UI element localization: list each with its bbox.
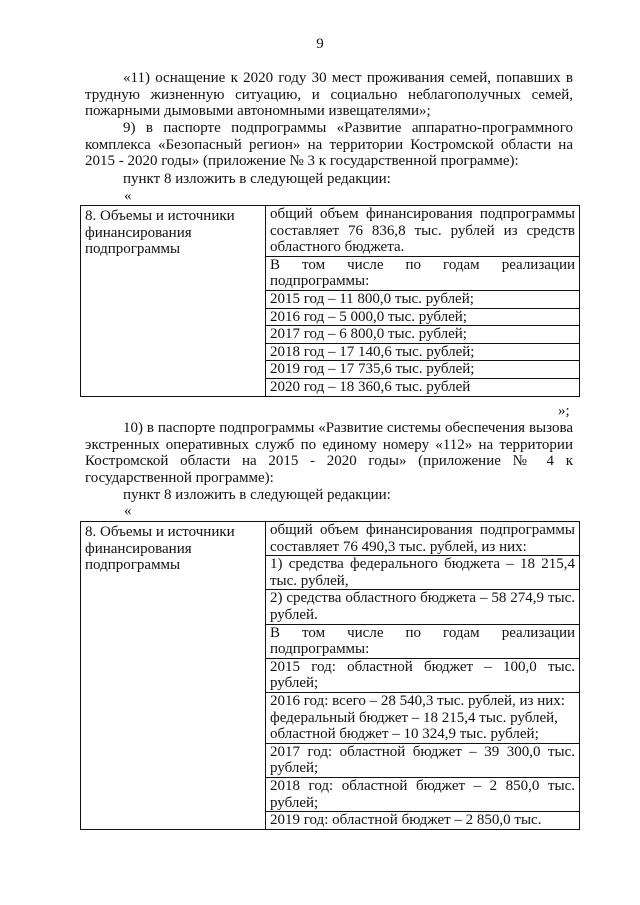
table2-row: областной бюджет – 10 324,9 тыс. рублей;	[266, 726, 579, 744]
table2-row: общий объем финансирования подпрограммы составляет 76 490,3 тыс. рублей, из них:	[266, 522, 579, 556]
passport-table-1	[80, 205, 580, 397]
table2-row: федеральный бюджет – 18 215,4 тыс. рублей,	[270, 709, 558, 726]
table2-row: 2016 год: всего – 28 540,3 тыс. рублей, из них:	[270, 692, 565, 709]
table1-row: 2016 год – 5 000,0 тыс. рублей;	[266, 309, 579, 327]
paragraph-item-9: 9) в паспорте подпрограммы «Развитие аппаратно-программного комплекса «Безопасный регион» на территории Костромской области на 2015 - 2020 годы» (приложение № 3 к государственной программе):	[85, 120, 573, 169]
open-quote-2: «	[124, 503, 132, 519]
paragraph-item-10: 10) в паспорте подпрограммы «Развитие системы обеспечения вызова экстренных оперативных служб по единому номеру «112» на территории Костромской области на 2015 - 2020 годы» (приложение № 4 к государственной программе):	[85, 420, 573, 486]
table2-row: В том числе по годам реализации подпрограммы:	[266, 625, 579, 659]
page-number: 9	[316, 36, 324, 52]
edit-instruction-2: пункт 8 изложить в следующей редакции:	[123, 487, 391, 503]
table2-row: 2015 год: областной бюджет – 100,0 тыс. рублей;	[266, 659, 579, 693]
close-quote-1: »;	[558, 403, 570, 419]
table1-row: В том числе по годам реализации подпрограммы:	[266, 257, 579, 291]
passport-table-2	[80, 521, 580, 830]
table1-right-cell	[266, 206, 580, 397]
table2-row: 2018 год: областной бюджет – 2 850,0 тыс. рублей;	[266, 778, 579, 812]
table2-row: 2017 год: областной бюджет – 39 300,0 тыс. рублей;	[266, 744, 579, 778]
table1-row: 2018 год – 17 140,6 тыс. рублей;	[266, 344, 579, 362]
table2-row: 2019 год: областной бюджет – 2 850,0 тыс.	[270, 812, 542, 829]
table2-right-cell	[266, 522, 580, 830]
table1-row: 2017 год – 6 800,0 тыс. рублей;	[266, 326, 579, 344]
table1-row: 2020 год – 18 360,6 тыс. рублей	[270, 378, 471, 395]
table1-row: 2019 год – 17 735,6 тыс. рублей;	[266, 361, 579, 379]
paragraph-item-11: «11) оснащение к 2020 году 30 мест проживания семей, попавших в трудную жизненную ситуацию, и социально неблагополучных семей, пожарными дымовыми автономными извещателями»;	[85, 70, 573, 119]
table1-row: 2015 год – 11 800,0 тыс. рублей;	[266, 291, 579, 309]
table1-left-cell: 8. Объемы и источники финансирования подпрограммы	[81, 206, 266, 397]
table2-row: 2) средства областного бюджета – 58 274,9 тыс. рублей.	[266, 590, 579, 624]
table1-row: общий объем финансирования подпрограммы составляет 76 836,8 тыс. рублей из средств областного бюджета.	[266, 206, 579, 257]
open-quote-1: «	[124, 188, 132, 204]
edit-instruction-1: пункт 8 изложить в следующей редакции:	[123, 171, 391, 187]
table2-left-cell: 8. Объемы и источники финансирования подпрограммы	[81, 522, 266, 830]
table2-row: 1) средства федерального бюджета – 18 215,4 тыс. рублей,	[266, 556, 579, 590]
